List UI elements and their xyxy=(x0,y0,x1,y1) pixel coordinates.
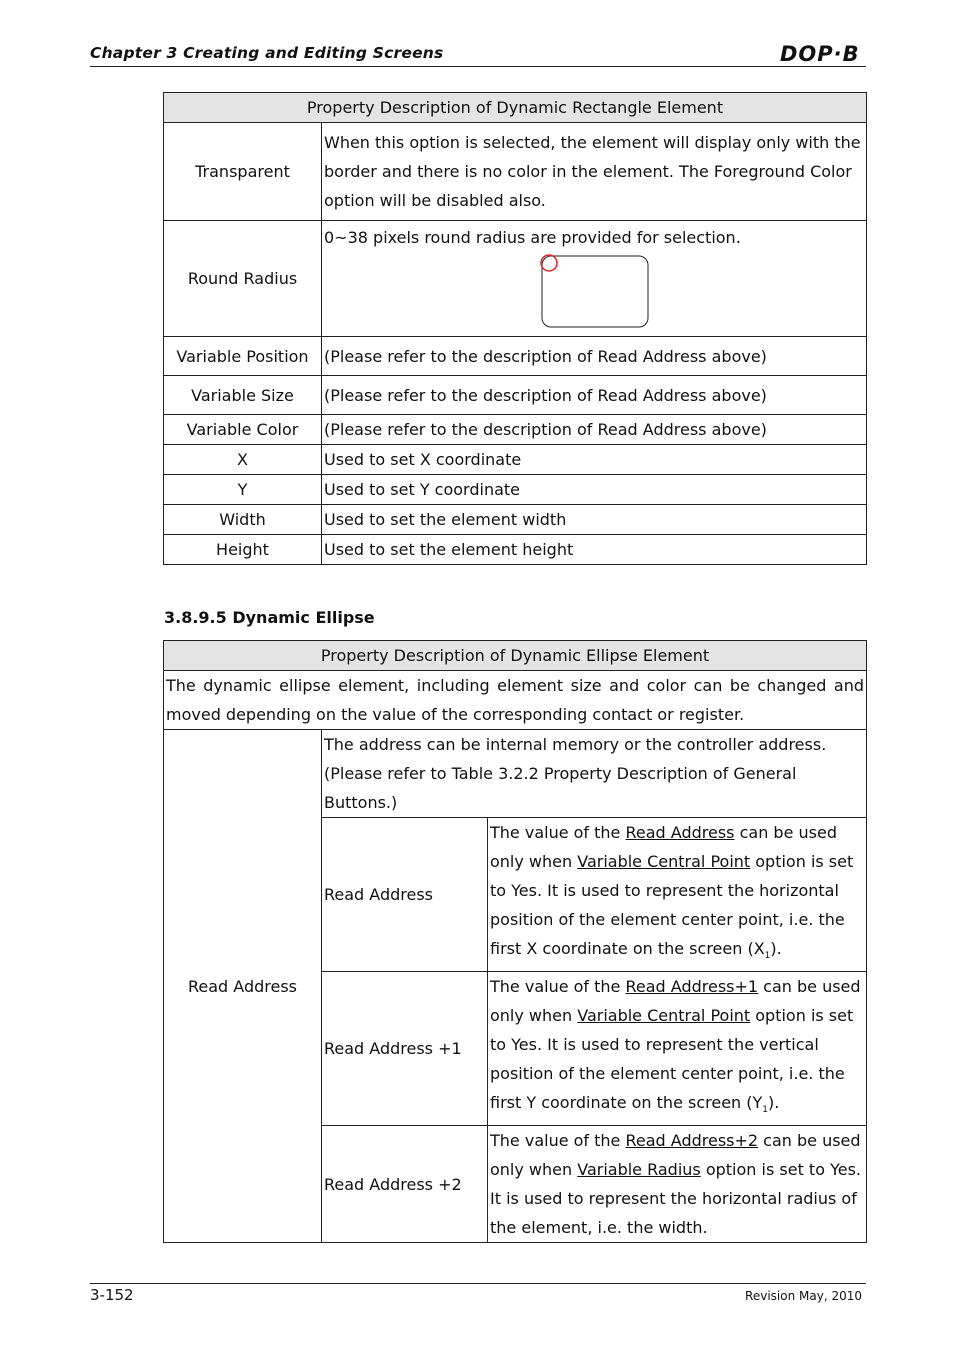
property-name: Variable Position xyxy=(164,337,322,376)
property-description: (Please refer to the description of Read Address above) xyxy=(322,415,867,445)
property-name: Height xyxy=(164,535,322,565)
table-row xyxy=(164,376,867,415)
table-row xyxy=(164,415,867,445)
property-description: Used to set Y coordinate xyxy=(322,475,867,505)
page-header xyxy=(90,44,866,67)
table-row xyxy=(164,445,867,475)
table-title: Property Description of Dynamic Ellipse Element xyxy=(164,641,867,671)
chapter-title: Chapter 3 Creating and Editing Screens xyxy=(90,44,444,62)
section-heading: 3.8.9.5 Dynamic Ellipse xyxy=(164,608,375,627)
table-row xyxy=(164,337,867,376)
property-name: Width xyxy=(164,505,322,535)
ellipse-property-table xyxy=(163,640,867,1243)
read-address-link: Read Address xyxy=(625,823,735,842)
read-address-1-link: Read Address+1 xyxy=(625,977,759,997)
property-name: Variable Size xyxy=(164,376,322,415)
table-row xyxy=(164,123,867,221)
read-address-2-link: Read Address+2 xyxy=(625,1131,759,1151)
rectangle-property-table xyxy=(163,92,867,565)
property-name: Variable Color xyxy=(164,415,322,445)
group-name: Read Address xyxy=(164,730,322,1243)
table-row xyxy=(164,505,867,535)
property-description: When this option is selected, the element will display only with the border and there is no color in the element. The Foreground Color option will be disabled also. xyxy=(322,123,867,221)
property-description: 0~38 pixels round radius are provided for selection. xyxy=(324,228,741,247)
table-title: Property Description of Dynamic Rectangle Element xyxy=(164,93,867,123)
sub-property-description: The value of the Read Address can be used only when Variable Central Point option is set to Yes. It is used to represent the horizontal position of the element center point, i.e. the first X coordinate on the screen $(X_1)$. xyxy=(488,818,867,972)
sub-property-description: The value of the Read Address+1 can be used only when Variable Central Point option is set to Yes. It is used to represent the vertical position of the element center point, i.e. the first Y coordinate on the screen $(Y_1)$. xyxy=(488,972,867,1126)
property-description: Used to set the element width xyxy=(322,505,867,535)
variable-central-point-link: Variable Central Point xyxy=(577,1006,751,1026)
group-description: The address can be internal memory or the controller address. (Please refer to Table 3.2.2 Property Description of General Buttons.) xyxy=(322,730,867,818)
svg-text:DOP·B: DOP·B xyxy=(780,42,860,66)
variable-radius-link: Variable Radius xyxy=(577,1160,701,1180)
property-name: Round Radius xyxy=(164,221,322,337)
property-name: Y xyxy=(164,475,322,505)
property-description: Used to set X coordinate xyxy=(322,445,867,475)
variable-central-point-link: Variable Central Point xyxy=(577,852,751,871)
property-description: Used to set the element height xyxy=(322,535,867,565)
property-description: (Please refer to the description of Read Address above) xyxy=(322,376,867,415)
property-description: (Please refer to the description of Read Address above) xyxy=(322,337,867,376)
sub-property-name: Read Address +2 xyxy=(322,1126,488,1243)
table-row xyxy=(164,535,867,565)
sub-property-name: Read Address +1 xyxy=(322,972,488,1126)
dop-b-logo xyxy=(780,40,864,66)
table-row xyxy=(164,221,867,337)
footer-divider xyxy=(90,1283,866,1284)
table-row xyxy=(164,475,867,505)
sub-property-name: Read Address xyxy=(322,818,488,972)
page-number: 3-152 xyxy=(90,1286,134,1304)
revision-date: Revision May, 2010 xyxy=(745,1289,862,1303)
table-intro: The dynamic ellipse element, including element size and color can be changed and moved depending on the value of the corresponding contact or register. xyxy=(164,671,867,730)
sub-property-description: The value of the Read Address+2 can be used only when Variable Radius option is set to Yes. It is used to represent the horizontal radius of the element, i.e. the width. xyxy=(488,1126,867,1243)
property-name: X xyxy=(164,445,322,475)
round-radius-illustration xyxy=(538,254,650,332)
property-name: Transparent xyxy=(164,123,322,221)
